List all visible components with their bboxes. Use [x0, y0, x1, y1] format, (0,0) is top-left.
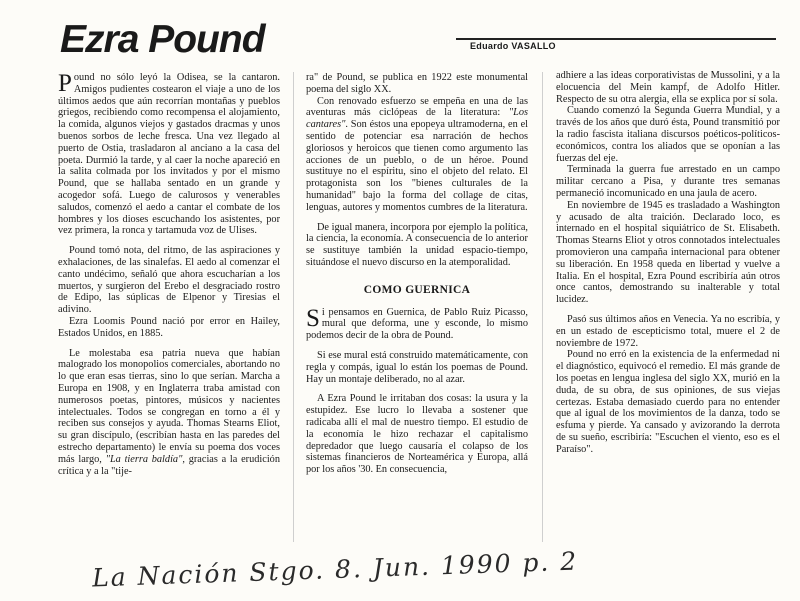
paragraph: Cuando comenzó la Segunda Guerra Mundial, y a través de los años que duró ésta, Pound transmitió por la radio fascista italiana discursos poéticos-políticos-económicos, contra los aliados que se oponían a las fuerzas del eje. — [556, 105, 780, 164]
section-heading: COMO GUERNICA — [363, 283, 471, 296]
paragraph: Pound no sólo leyó la Odisea, se la cantaron. Amigos pudientes costearon el viaje a uno de los últimos aedos que aún recorrían montañas y pueblos griegos, recibiendo como recompensa el alojamiento, la comida, algunos viejos y gastados dracmas y unos buenos sorbos de leche fresca. Una vez llegado al puerto de Ostia, trasladaron al anciano a la casa del poeta. Durmió la tarde, y al caer la noche apareció en la salita colmada por los invitados y por el mismo Pound, que se hallaba sentado en un grande y acogedor sofá. Luego de calurosos y venerables saludos, comenzó el aedo a cantar el combate de los hombres y los dioses escuchando los asistentes, por vez primera, la ronca y tartamuda voz de Ulises. — [58, 70, 280, 237]
column-divider — [293, 72, 294, 542]
paragraph: A Ezra Pound le irritaban dos cosas: la usura y la estupidez. Ese lucro lo llevaba a sostener que radicaba allí el mal de nuestro tiempo. El estudio de la economía le hizo rechazar el capitalismo depredador que luego causaría el colapso de los sistemas financieros de Norteamérica y Europa, allá por los años '30. En consecuencia, — [306, 393, 528, 476]
article-title: Ezra Pound — [60, 18, 265, 61]
paragraph: En noviembre de 1945 es trasladado a Washington y acusado de alta traición. Declarado loco, es internado en el hospital siquiátrico de St. Elisabeth. Thomas Stearns Eliot y otros connotados intelectuales promovieron una campaña internacional para obtener su liberación. En 1958 queda en libertad y vuelve a Italia. En el hospital, Ezra Pound escribiría aún otros once cantos, demostrando su inalterable y total lucidez. — [556, 199, 780, 306]
byline-rule — [456, 38, 776, 40]
poem-title: "La tierra baldía" — [105, 453, 183, 465]
paragraph: Con renovado esfuerzo se empeña en una de las aventuras más ciclópeas de la literatura: "Los cantares". Son éstos una epopeya ultramoderna, en el sentido de potenciar esa narración de hechos gloriosos y heroicos que tienen como argumento las acciones de un pueblo, o de un héroe. Pound sustituye no el espíritu, sino el objeto del relato. El protagonista son los "bienes culturales de la humanidad" bajo la forma del collage de citas, lenguas, autores y momentos cumbres de la literatura. — [306, 95, 528, 213]
paragraph: adhiere a las ideas corporativistas de Mussolini, y a la elocuencia del Mein kampf, de Adolfo Hitler. Respecto de su otra alergia, ella se explica por sí sola. — [556, 70, 780, 105]
drop-cap: P — [58, 70, 72, 97]
byline: Eduardo VASALLO — [470, 41, 556, 51]
paragraph: Si pensamos en Guernica, de Pablo Ruiz Picasso, mural que deforma, une y esconde, lo mismo podemos decir de la obra de Pound. — [306, 304, 528, 342]
column-3 — [556, 70, 780, 456]
paragraph: Pasó sus últimos años en Venecia. Ya no escribía, y en un estado de escepticismo total, muere el 2 de noviembre de 1972. — [556, 313, 780, 349]
paragraph: De igual manera, incorpora por ejemplo la política, la ciencia, la economía. A consecuencia de lo anterior se sustituye también la unidad espacio-tiempo, situándose el nuevo discurso en la atemporalidad. — [306, 221, 528, 268]
column-2 — [306, 72, 528, 476]
column-divider — [542, 72, 543, 542]
paragraph: Si ese mural está construido matemáticamente, con regla y compás, igual lo están los poemas de Pound. Hay un montaje deliberado, no al azar. — [306, 349, 528, 385]
paragraph: Ezra Loomis Pound nació por error en Hailey, Estados Unidos, en 1885. — [58, 315, 280, 339]
paragraph: ra" de Pound, se publica en 1922 este monumental poema del siglo XX. — [306, 72, 528, 95]
handwritten-annotation: La Nación Stgo. 8. Jun. 1990 p. 2 — [91, 546, 579, 593]
drop-cap: S — [306, 304, 320, 332]
paragraph: Le molestaba esa patria nueva que habían malogrado los monopolios comerciales, abortando no lo que eran esas tierras, sino lo que serían. Marcha a Europa en 1908, y en Inglaterra traba amistad con numerosos poetas, pintores, músicos y nacientes intelectuales. Todos se congregan en torno a él y reciben sus consejos y ayuda. Thomas Stearns Eliot, su gran discípulo, (escribían hasta en las paredes del estrecho departamento) le envía su poema dos voces más largo, "La tierra baldía", gracias a la erudición crítica y a la "tije- — [58, 347, 280, 477]
paragraph: Pound tomó nota, del ritmo, de las aspiraciones y exhalaciones, de las sinalefas. El aedo al comenzar el canto undécimo, señaló que ahora escucharían a los muertos, y surgieron del Erebo el desgraciado rostro de Edipo, las súplicas de Elpenor y Tiresias el adivino. — [58, 245, 280, 316]
column-1 — [58, 72, 280, 477]
paragraph: Terminada la guerra fue arrestado en un campo militar cercano a Pisa, y durante tres semanas permaneció incomunicado en una jaula de acero. — [556, 164, 780, 199]
poem-title: "Los cantares" — [306, 107, 528, 131]
paragraph: Pound no erró en la existencia de la enfermedad ni el diagnóstico, equivocó el remedio. El más grande de los poetas en lengua inglesa del siglo XX, murió en la duda, de su obra, de sus opiniones, de sus viejas certezas. Estaba demasiado cuerdo para no entender que al igual de los movimientos de la danza, todo se esfuma y pierde. Ya cansado y avizorando la derrota de su sueño, escribiría: "Escuchen el viento, eso es el Paraíso". — [556, 349, 780, 455]
